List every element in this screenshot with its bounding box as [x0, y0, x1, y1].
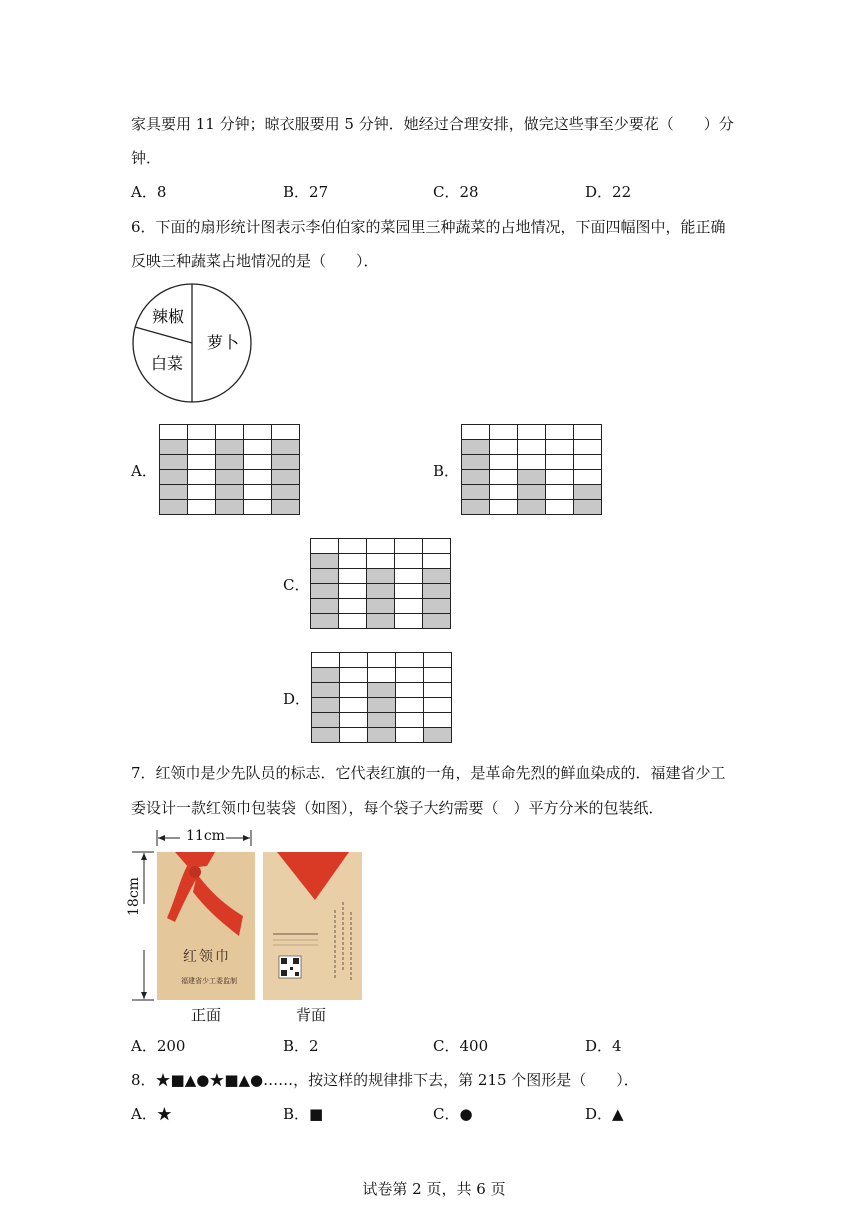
q7-option-c: C．400 — [433, 1037, 489, 1055]
q5-option-c: C．28 — [433, 183, 479, 201]
bag-front-subtitle: 福建省少工委监制 — [181, 977, 237, 985]
q5-line2: 钟． — [131, 149, 162, 167]
grid-d — [311, 652, 452, 743]
q8-option-c: C．● — [433, 1105, 473, 1123]
pie-label-chili: 辣椒 — [152, 307, 185, 326]
pie-label-radish: 萝卜 — [207, 333, 240, 352]
grid-a — [159, 424, 300, 515]
front-caption: 正面 — [191, 1006, 222, 1024]
bag-back-image — [263, 852, 362, 1000]
q8-option-b: B．■ — [283, 1105, 324, 1123]
grid-d-label: D． — [283, 690, 311, 708]
q7-option-b: B．2 — [283, 1037, 319, 1055]
back-caption: 背面 — [296, 1006, 327, 1024]
bag-front-title: 红领巾 — [183, 949, 231, 965]
width-label: 11cm — [186, 828, 225, 844]
q8-line1: 8．★■▲●★■▲●……，按这样的规律排下去，第 215 个图形是（ ）． — [131, 1071, 639, 1089]
grid-c — [310, 538, 451, 629]
bag-front-image — [157, 852, 255, 1000]
pie-label-cabbage: 白菜 — [151, 354, 184, 373]
grid-b-label: B． — [433, 462, 460, 480]
q6-line1: 6．下面的扇形统计图表示李伯伯家的菜园里三种蔬菜的占地情况，下面四幅图中，能正确 — [131, 218, 726, 236]
q7-option-d: D．4 — [585, 1037, 622, 1055]
q8-option-a: A．★ — [131, 1105, 172, 1123]
height-label: 18cm — [126, 877, 142, 916]
q5-option-a: A．8 — [131, 183, 167, 201]
page-footer: 试卷第 2 页，共 6 页 — [362, 1180, 506, 1198]
q7-line2: 委设计一款红领巾包装袋（如图），每个袋子大约需要（ ）平方分米的包装纸． — [131, 799, 664, 817]
pie-chart — [128, 280, 258, 408]
grid-c-label: C． — [283, 576, 310, 594]
q7-option-a: A．200 — [131, 1037, 186, 1055]
grid-a-label: A． — [131, 462, 157, 480]
q7-line1: 7．红领巾是少先队员的标志．它代表红旗的一角，是革命先烈的鲜血染成的．福建省少工 — [131, 764, 726, 782]
q8-option-d: D．▲ — [585, 1105, 624, 1123]
q6-line2: 反映三种蔬菜占地情况的是（ ）． — [131, 252, 379, 270]
q5-option-d: D．22 — [585, 183, 632, 201]
q5-option-b: B．27 — [283, 183, 329, 201]
grid-b — [461, 424, 602, 515]
q5-line1: 家具要用 11 分钟；晾衣服要用 5 分钟．她经过合理安排，做完这些事至少要花（ ）分 — [131, 115, 734, 133]
